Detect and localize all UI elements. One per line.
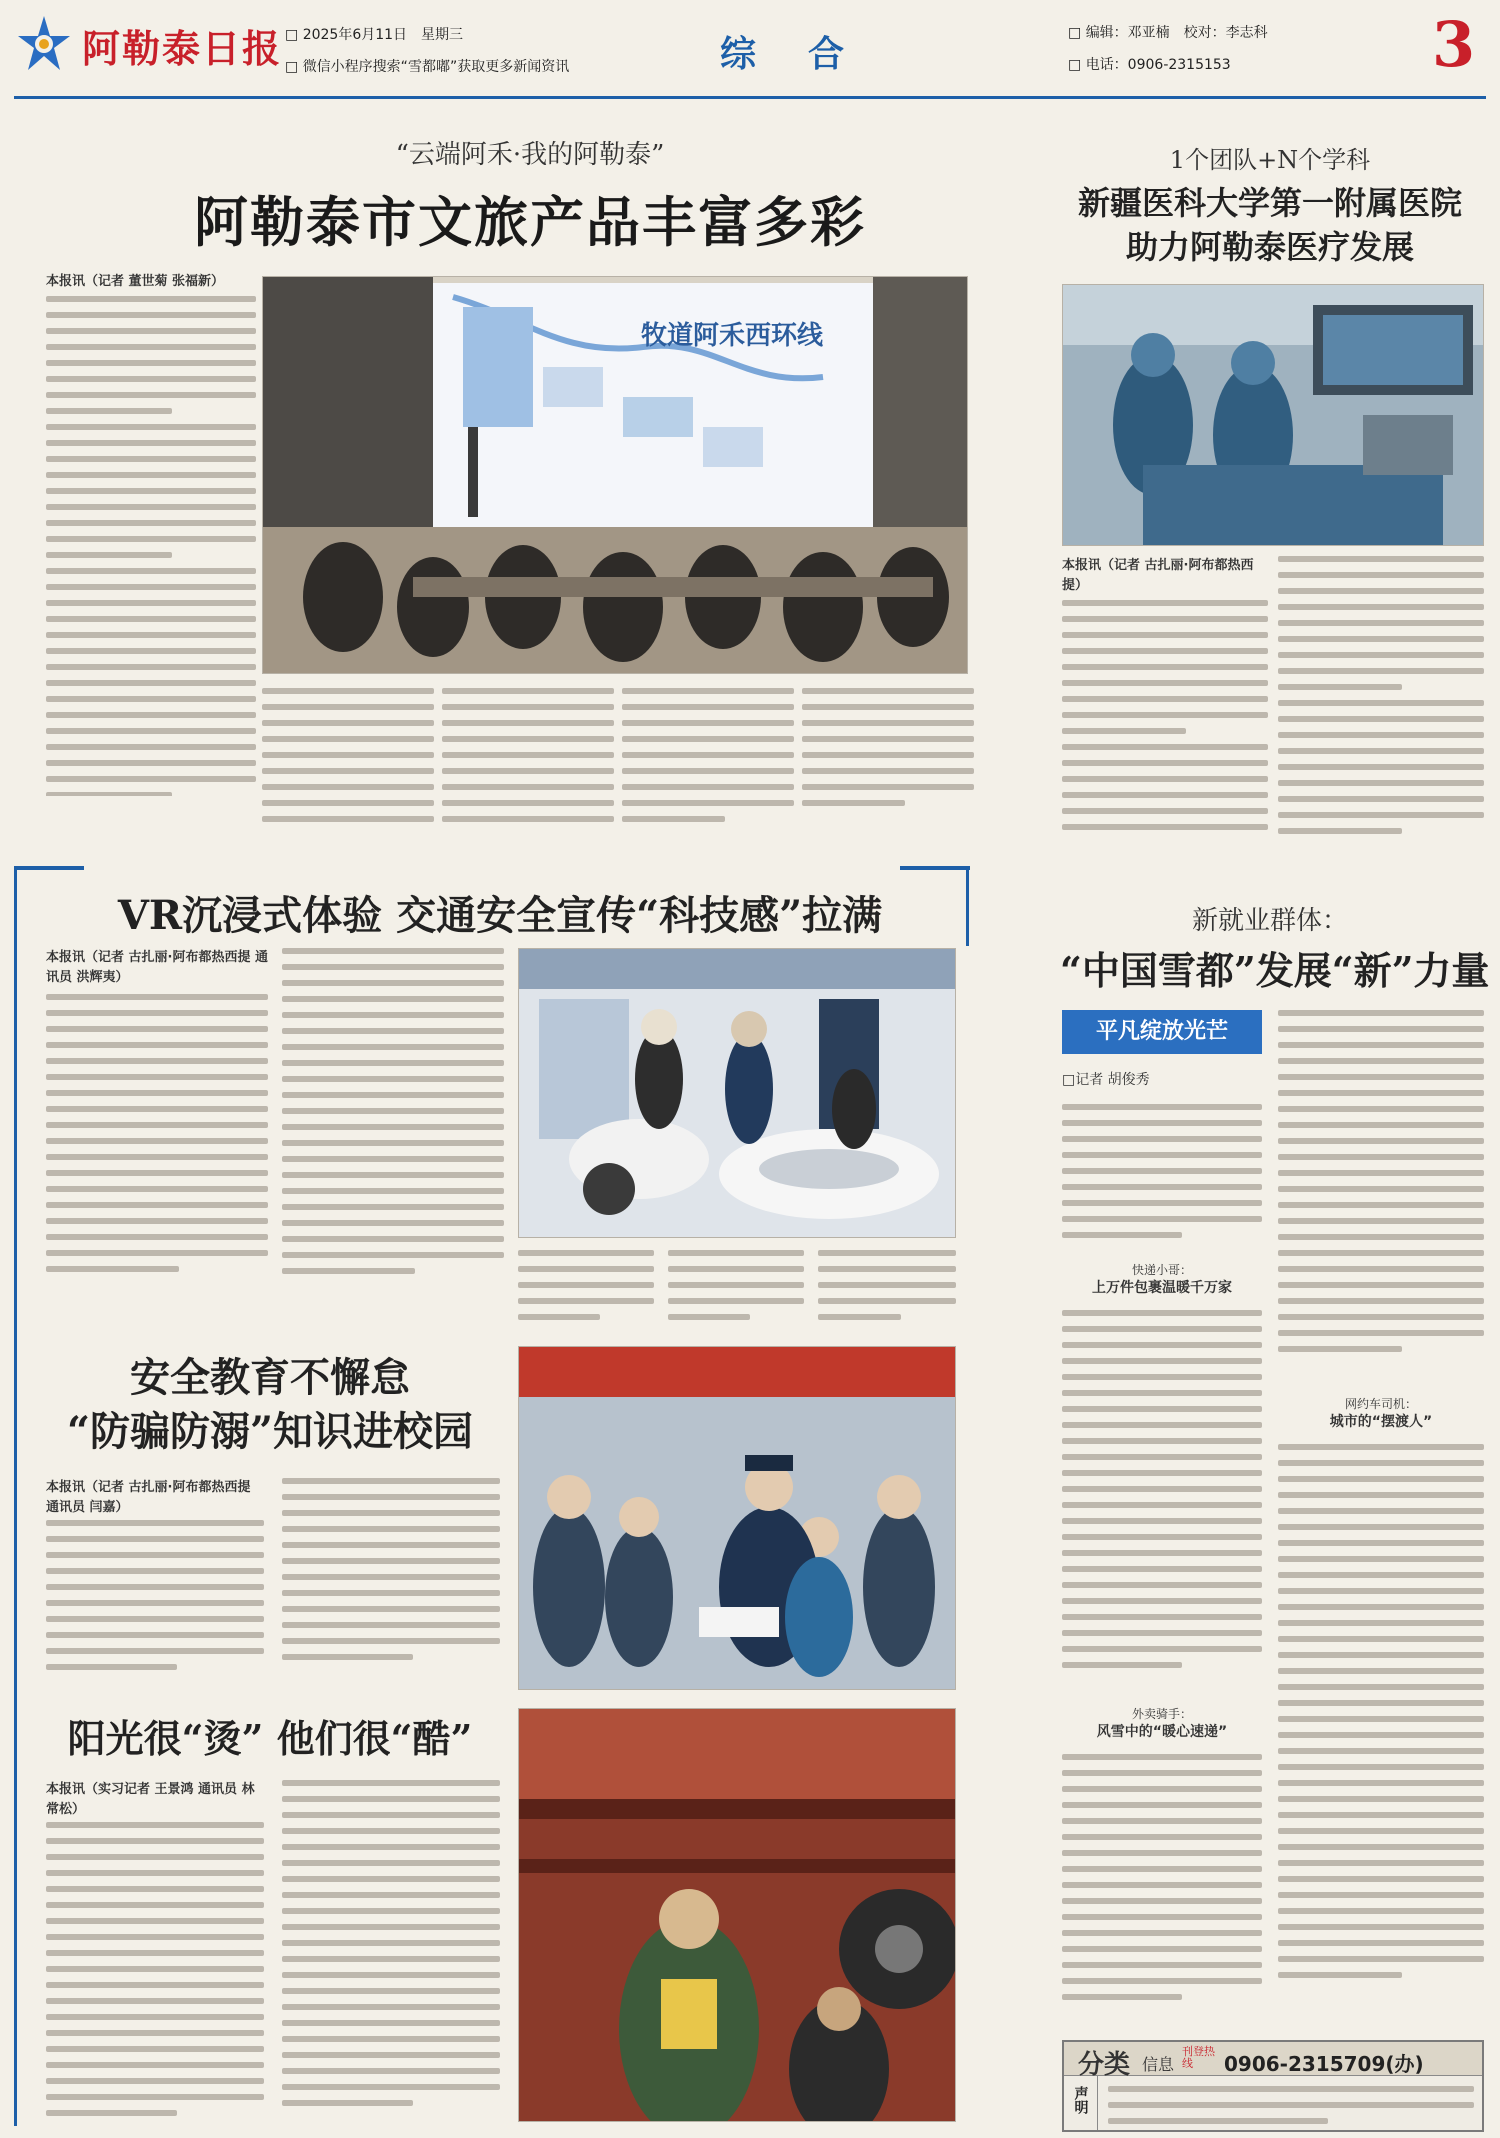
screen-title: 牧道阿禾西环线 xyxy=(641,321,824,351)
promo-text: 微信小程序搜索“雪都嘟”获取更多新闻资讯 xyxy=(302,59,570,75)
frame-rule-left xyxy=(14,866,17,2126)
tourism-kicker: “云端阿禾·我的阿勒泰” xyxy=(395,140,665,170)
vr-byline: 本报讯（记者 古扎丽·阿布都热西提 通讯员 洪辉夷） xyxy=(46,950,268,985)
page-number: 3 xyxy=(1432,8,1476,81)
phone-line: □ 电话：0906-2315153 xyxy=(1068,57,1231,73)
classifieds-hotline-label: 刊登热线 xyxy=(1182,2045,1215,2070)
notice-label-box xyxy=(1064,2076,1098,2130)
masthead xyxy=(0,0,1500,100)
vr-photo xyxy=(518,948,956,1238)
safety-byline: 本报讯（记者 古扎丽·阿布都热西提 通讯员 闫嘉） xyxy=(46,1480,251,1515)
employment-body-col-2a xyxy=(1278,1010,1484,1390)
sub-1-title: 上万件包裹温暖千万家 xyxy=(1092,1280,1232,1296)
sub-2-title: 风雪中的“暖心速递” xyxy=(1096,1724,1228,1740)
surgery-photo-icon xyxy=(1063,285,1484,546)
vr-body-col-1 xyxy=(46,994,268,1284)
sunshine-headline: 阳光很“烫” 他们很“酷” xyxy=(67,1716,473,1761)
vr-body-col-2 xyxy=(282,948,504,1288)
tourism-body-col-3 xyxy=(442,688,614,838)
school-safety-photo-icon xyxy=(519,1347,956,1690)
newspaper-logo-icon xyxy=(14,14,74,74)
tourism-body-col-1 xyxy=(46,296,256,796)
vr-body-col-3 xyxy=(518,1250,654,1330)
section-title: 综 合 xyxy=(720,33,853,75)
sunshine-byline: 本报讯（实习记者 王景鸿 通讯员 林常松） xyxy=(46,1782,255,1817)
vr-body-col-5 xyxy=(818,1250,956,1330)
classifieds-header xyxy=(1064,2042,1482,2080)
date-line: □ 2025年6月11日 星期三 xyxy=(285,27,464,43)
medical-body-col-1 xyxy=(1062,600,1268,850)
medical-body-col-2 xyxy=(1278,556,1484,850)
classifieds-title-small: 信息 xyxy=(1142,2055,1175,2074)
truck-inspection-photo-icon xyxy=(519,1709,956,2122)
sub-2-label: 外卖骑手： xyxy=(1131,1707,1192,1721)
tourism-byline: 本报讯（记者 董世菊 张福新） xyxy=(46,274,225,289)
masthead-name: 阿勒泰日报 xyxy=(82,26,283,71)
employment-body-col-2b xyxy=(1278,1444,1484,2034)
employment-tag-text: 平凡绽放光芒 xyxy=(1095,1019,1228,1044)
safety-photo xyxy=(518,1346,956,1690)
date-text: 2025年6月11日 星期三 xyxy=(302,27,464,43)
employment-body-col-1b xyxy=(1062,1310,1262,1700)
phone-text: 电话：0906-2315153 xyxy=(1085,57,1231,73)
medical-headline-2: 助力阿勒泰医疗发展 xyxy=(1125,228,1414,266)
safety-body-col-1 xyxy=(46,1520,264,1690)
vr-body-col-4 xyxy=(668,1250,804,1330)
medical-byline: 本报讯（记者 古扎丽·阿布都热西提） xyxy=(1062,558,1254,593)
sub-3-label: 网约车司机： xyxy=(1344,1397,1417,1411)
medical-headline-1: 新疆医科大学第一附属医院 xyxy=(1077,184,1462,222)
medical-kicker: 1个团队+N个学科 xyxy=(1169,146,1371,174)
employment-headline: “中国雪都”发展“新”力量 xyxy=(1060,948,1490,993)
tourism-headline: 阿勒泰市文旅产品丰富多彩 xyxy=(194,190,866,254)
employment-tag xyxy=(1062,1010,1262,1054)
editor-text: 编辑：邓亚楠 校对：李志科 xyxy=(1085,25,1268,41)
vr-experience-photo-icon xyxy=(519,949,956,1238)
classifieds-phone: 0906-2315709(办) xyxy=(1224,2052,1424,2076)
sunshine-body-col-2 xyxy=(282,1780,500,2122)
tourism-body-col-2 xyxy=(262,688,434,838)
sunshine-photo xyxy=(518,1708,956,2122)
vr-headline: VR沉浸式体验 交通安全宣传“科技感”拉满 xyxy=(117,892,883,939)
frame-rule-top-left xyxy=(14,866,84,870)
promo-line: □ 微信小程序搜索“雪都嘟”获取更多新闻资讯 xyxy=(285,59,570,75)
classifieds-box xyxy=(1062,2040,1484,2132)
frame-rule-top-right xyxy=(900,866,970,870)
classifieds-title: 分类 xyxy=(1078,2050,1131,2080)
employment-body-col-1c xyxy=(1062,1754,1262,2034)
masthead-rule xyxy=(14,96,1486,99)
sunshine-body-col-1 xyxy=(46,1822,264,2122)
notice-label: 声明 xyxy=(1072,2086,1089,2114)
conference-photo-icon xyxy=(263,277,968,674)
medical-photo xyxy=(1062,284,1484,546)
employment-body-col-1a xyxy=(1062,1104,1262,1254)
tourism-body-col-5 xyxy=(802,688,974,838)
safety-body-col-2 xyxy=(282,1478,500,1690)
tourism-body-col-4 xyxy=(622,688,794,838)
tourism-photo xyxy=(262,276,968,674)
frame-rule-right xyxy=(966,866,969,946)
sub-3-title: 城市的“摆渡人” xyxy=(1329,1414,1433,1430)
sub-1-label: 快递小哥： xyxy=(1131,1263,1192,1277)
employment-kicker: 新就业群体： xyxy=(1191,906,1348,936)
employment-author: □记者 胡俊秀 xyxy=(1062,1072,1150,1088)
editor-line: □ 编辑：邓亚楠 校对：李志科 xyxy=(1068,25,1268,41)
safety-headline-1: 安全教育不懈怠 xyxy=(130,1354,410,1401)
safety-headline-2: “防骗防溺”知识进校园 xyxy=(66,1408,473,1455)
notice-body xyxy=(1108,2086,1474,2126)
